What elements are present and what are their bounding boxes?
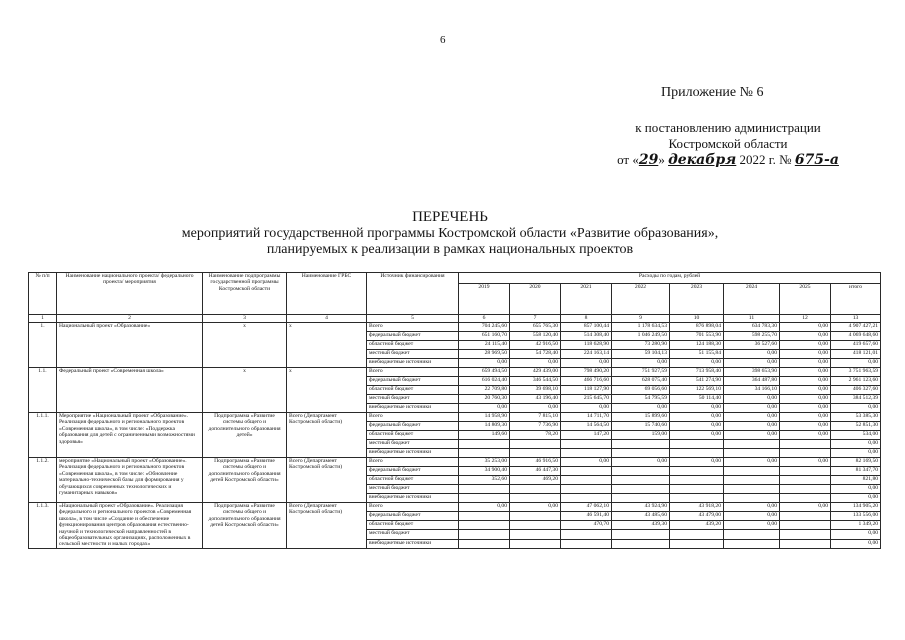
amount-cell: 598 255,70 (724, 332, 780, 341)
amount-cell: 24 115,40 (459, 341, 510, 350)
amount-cell: 224 163,14 (561, 350, 612, 359)
amount-cell (459, 539, 510, 548)
amount-cell: 0,00 (724, 413, 780, 422)
total-cell: 4 907 427,21 (831, 323, 881, 332)
amount-cell (510, 449, 561, 458)
amount-cell (670, 485, 724, 494)
amount-cell: 0,00 (780, 458, 831, 467)
header-expenses: Расходы по годам, рублей (459, 273, 881, 284)
amount-cell (780, 539, 831, 548)
amount-cell (724, 467, 780, 476)
funding-source: внебюджетные источники (367, 494, 459, 503)
amount-cell (612, 449, 670, 458)
amount-cell: 0,00 (459, 503, 510, 512)
total-cell: 1 349,20 (831, 521, 881, 530)
amount-cell: 352,60 (459, 476, 510, 485)
group-grbs: Всего (Департамент Костромской области) (287, 413, 367, 458)
amount-cell: 541 274,90 (670, 377, 724, 386)
amount-cell: 469,20 (510, 476, 561, 485)
funding-source: федеральный бюджет (367, 332, 459, 341)
amount-cell: 0,00 (670, 422, 724, 431)
funding-source: Всего (367, 323, 459, 332)
amount-cell (459, 449, 510, 458)
funding-source: внебюджетные источники (367, 359, 459, 368)
group-name: Национальный проект «Образование» (57, 323, 203, 368)
group-name: Мероприятие «Национальный проект «Образование». Реализация федерального и регионального проектов «Современная школа», в том числе: «Поддержка образования для детей с ограниченными возможностями здоровья» (57, 413, 203, 458)
group-num: 1.1.1. (29, 413, 57, 458)
amount-cell: 0,00 (670, 413, 724, 422)
amount-cell: 43 918,20 (670, 503, 724, 512)
amount-cell (612, 539, 670, 548)
amount-cell: 14 711,70 (561, 413, 612, 422)
amount-cell: 655 765,30 (510, 323, 561, 332)
amount-cell: 439,20 (670, 521, 724, 530)
column-number: 3 (203, 315, 287, 323)
funding-source: внебюджетные источники (367, 539, 459, 548)
amount-cell (510, 485, 561, 494)
amount-cell: 0,00 (724, 503, 780, 512)
amount-cell: 876 898,04 (670, 323, 724, 332)
header-name: Наименование национального проекта/ федерального проекта/ мероприятия (57, 273, 203, 315)
amount-cell: 0,00 (780, 377, 831, 386)
amount-cell: 39 698,10 (510, 386, 561, 395)
group-subprogram: Подпрограмма «Развитие системы общего и дополнительного образования детей Костромской области» (203, 458, 287, 503)
amount-cell: 42 916,50 (510, 341, 561, 350)
amount-cell: 28 969,50 (459, 350, 510, 359)
amount-cell (510, 539, 561, 548)
amount-cell (510, 521, 561, 530)
amount-cell: 215 645,70 (561, 395, 612, 404)
amount-cell: 14 958,90 (459, 413, 510, 422)
amount-cell: 0,00 (459, 359, 510, 368)
group-num: 1.1. (29, 368, 57, 413)
amount-cell (459, 494, 510, 503)
header-year: 2021 (561, 284, 612, 315)
amount-cell (561, 440, 612, 449)
amount-cell: 0,00 (459, 404, 510, 413)
funding-source: областной бюджет (367, 521, 459, 530)
total-cell: 418 121,01 (831, 350, 881, 359)
decree-reference (608, 120, 848, 168)
funding-source: внебюджетные источники (367, 404, 459, 413)
table-row (29, 368, 881, 377)
amount-cell: 159,00 (612, 431, 670, 440)
column-number: 7 (510, 315, 561, 323)
amount-cell: 73 280,90 (612, 341, 670, 350)
amount-cell: 0,00 (612, 404, 670, 413)
column-number: 2 (57, 315, 203, 323)
amount-cell: 346 544,50 (510, 377, 561, 386)
funding-source: Всего (367, 368, 459, 377)
amount-cell: 0,00 (780, 503, 831, 512)
amount-cell: 7 815,10 (510, 413, 561, 422)
decree-month-handwritten: декабря (668, 152, 737, 168)
amount-cell: 0,00 (612, 359, 670, 368)
amount-cell: 46 447,30 (510, 467, 561, 476)
table-row (29, 503, 881, 512)
funding-source: областной бюджет (367, 476, 459, 485)
amount-cell (780, 494, 831, 503)
amount-cell (670, 539, 724, 548)
amount-cell: 46 916,50 (510, 458, 561, 467)
amount-cell: 0,00 (510, 359, 561, 368)
header-year: 2020 (510, 284, 561, 315)
header-year: 2024 (724, 284, 780, 315)
amount-cell: 20 760,30 (459, 395, 510, 404)
column-number: 9 (612, 315, 670, 323)
amount-cell (670, 449, 724, 458)
total-cell: 0,00 (831, 485, 881, 494)
column-number: 12 (780, 315, 831, 323)
amount-cell: 470,70 (561, 521, 612, 530)
amount-cell: 0,00 (670, 431, 724, 440)
amount-cell: 0,00 (561, 404, 612, 413)
funding-source: местный бюджет (367, 530, 459, 539)
header-grbs: Наименование ГРБС (287, 273, 367, 315)
group-grbs: Всего (Департамент Костромской области) (287, 458, 367, 503)
group-num: 1.1.2. (29, 458, 57, 503)
column-number: 1 (29, 315, 57, 323)
decree-number-handwritten: 675-а (794, 152, 839, 168)
decree-date-line (608, 152, 848, 168)
amount-cell: 0,00 (510, 404, 561, 413)
amount-cell (561, 494, 612, 503)
amount-cell: 147,20 (561, 431, 612, 440)
group-name: Федеральный проект «Современная школа» (57, 368, 203, 413)
amount-cell (724, 539, 780, 548)
amount-cell (612, 476, 670, 485)
amount-cell: 0,00 (724, 422, 780, 431)
amount-cell: 124 188,30 (670, 341, 724, 350)
column-number: 10 (670, 315, 724, 323)
amount-cell (561, 485, 612, 494)
column-number: 4 (287, 315, 367, 323)
amount-cell: 0,00 (510, 503, 561, 512)
header-year: 2025 (780, 284, 831, 315)
group-num: 1.1.3. (29, 503, 57, 549)
amount-cell: 659 494,50 (459, 368, 510, 377)
amount-cell: 0,00 (670, 359, 724, 368)
amount-cell: 466 716,60 (561, 377, 612, 386)
header-total: итого (831, 284, 881, 315)
amount-cell: 857 100,44 (561, 323, 612, 332)
amount-cell: 46 591,40 (561, 512, 612, 521)
amount-cell: 35 253,00 (459, 458, 510, 467)
amount-cell: 0,00 (724, 359, 780, 368)
amount-cell: 701 553,90 (670, 332, 724, 341)
group-num: 1. (29, 323, 57, 368)
amount-cell: 0,00 (724, 512, 780, 521)
amount-cell: 0,00 (780, 422, 831, 431)
amount-cell: 0,00 (780, 323, 831, 332)
amount-cell: 713 958,40 (670, 368, 724, 377)
funding-source: местный бюджет (367, 395, 459, 404)
total-cell: 821,80 (831, 476, 881, 485)
total-cell: 4 069 648,60 (831, 332, 881, 341)
amount-cell (780, 449, 831, 458)
amount-cell: 43 485,60 (612, 512, 670, 521)
amount-cell: 1 178 634,53 (612, 323, 670, 332)
amount-cell (780, 440, 831, 449)
decree-date-mid: » (658, 152, 665, 167)
total-cell: 0,00 (831, 530, 881, 539)
group-grbs: х (287, 323, 367, 368)
amount-cell (670, 494, 724, 503)
amount-cell: 14 809,30 (459, 422, 510, 431)
amount-cell: 43 924,90 (612, 503, 670, 512)
header-year: 2022 (612, 284, 670, 315)
amount-cell (780, 485, 831, 494)
amount-cell: 0,00 (780, 413, 831, 422)
amount-cell: 34 166,10 (724, 386, 780, 395)
document-subtitle (100, 226, 800, 258)
page-number: 6 (440, 34, 446, 46)
column-number-row (29, 315, 881, 323)
amount-cell: 7 736,90 (510, 422, 561, 431)
funding-source: внебюджетные источники (367, 449, 459, 458)
amount-cell: 50 114,40 (670, 395, 724, 404)
amount-cell: 628 075,40 (612, 377, 670, 386)
amount-cell (612, 494, 670, 503)
appendix-title: Приложение № 6 (661, 85, 764, 100)
amount-cell: 558 120,40 (510, 332, 561, 341)
amount-cell (561, 539, 612, 548)
amount-cell: 651 160,70 (459, 332, 510, 341)
amount-cell (724, 440, 780, 449)
amount-cell: 751 927,59 (612, 368, 670, 377)
amount-cell: 43 479,00 (670, 512, 724, 521)
total-cell: 53 385,30 (831, 413, 881, 422)
amount-cell: 0,00 (780, 395, 831, 404)
amount-cell (670, 476, 724, 485)
amount-cell (724, 485, 780, 494)
amount-cell: 0,00 (780, 368, 831, 377)
funding-source: областной бюджет (367, 386, 459, 395)
amount-cell: 54 728,40 (510, 350, 561, 359)
amount-cell: 0,00 (724, 404, 780, 413)
total-cell: 0,00 (831, 404, 881, 413)
amount-cell: 0,00 (780, 332, 831, 341)
amount-cell: 78,20 (510, 431, 561, 440)
amount-cell (561, 449, 612, 458)
total-cell: 52 851,30 (831, 422, 881, 431)
group-subprogram: х (203, 323, 287, 368)
amount-cell: 43 196,40 (510, 395, 561, 404)
amount-cell (612, 530, 670, 539)
amount-cell: 122 569,10 (670, 386, 724, 395)
amount-cell: 0,00 (561, 359, 612, 368)
amount-cell: 15 740,60 (612, 422, 670, 431)
amount-cell (780, 476, 831, 485)
decree-line-2: Костромской области (668, 136, 788, 151)
amount-cell: 1 046 249,50 (612, 332, 670, 341)
amount-cell: 149,60 (459, 431, 510, 440)
amount-cell: 398 653,90 (724, 368, 780, 377)
total-cell: 2 961 123,60 (831, 377, 881, 386)
amount-cell (510, 440, 561, 449)
header-num: № п/п (29, 273, 57, 315)
amount-cell: 364 487,80 (724, 377, 780, 386)
total-cell: 534,00 (831, 431, 881, 440)
amount-cell: 0,00 (780, 404, 831, 413)
amount-cell: 634 783,30 (724, 323, 780, 332)
column-number: 8 (561, 315, 612, 323)
funding-source: федеральный бюджет (367, 467, 459, 476)
amount-cell (780, 467, 831, 476)
amount-cell: 69 056,60 (612, 386, 670, 395)
funding-source: местный бюджет (367, 440, 459, 449)
amount-cell: 54 795,59 (612, 395, 670, 404)
amount-cell (780, 530, 831, 539)
amount-cell: 0,00 (780, 350, 831, 359)
funding-source: Всего (367, 458, 459, 467)
amount-cell (670, 440, 724, 449)
amount-cell (612, 440, 670, 449)
column-number: 13 (831, 315, 881, 323)
amount-cell (780, 512, 831, 521)
table-row (29, 413, 881, 422)
amount-cell: 34 900,40 (459, 467, 510, 476)
amount-cell (459, 512, 510, 521)
amount-cell: 0,00 (724, 350, 780, 359)
amount-cell (459, 521, 510, 530)
group-subprogram: Подпрограмма «Развитие системы общего и дополнительного образования детей Костромской области» (203, 503, 287, 549)
amount-cell: 0,00 (724, 395, 780, 404)
group-name: мероприятие «Национальный проект «Образование». Реализация федерального и регионального проектов «Современная школа», в том числе: «Обновление материально-технической базы для формирования у обучающихся современных технологических и гуманитарных навыков» (57, 458, 203, 503)
funding-source: местный бюджет (367, 485, 459, 494)
funding-source: федеральный бюджет (367, 512, 459, 521)
amount-cell (612, 485, 670, 494)
funding-source: федеральный бюджет (367, 422, 459, 431)
amount-cell: 704 245,60 (459, 323, 510, 332)
funding-source: областной бюджет (367, 431, 459, 440)
amount-cell: 51 155,84 (670, 350, 724, 359)
funding-source: Всего (367, 503, 459, 512)
column-number: 5 (367, 315, 459, 323)
decree-year: 2022 г. № (739, 152, 792, 167)
amount-cell: 429 439,00 (510, 368, 561, 377)
group-subprogram: Подпрограмма «Развитие системы общего и дополнительного образования детей» (203, 413, 287, 458)
amount-cell: 439,30 (612, 521, 670, 530)
header-year: 2019 (459, 284, 510, 315)
amount-cell (780, 521, 831, 530)
amount-cell: 0,00 (670, 404, 724, 413)
decree-line-1: к постановлению администрации (635, 120, 821, 135)
subtitle-line: мероприятий государственной программы Костромской области «Развитие образования», (181, 226, 719, 241)
amount-cell (561, 476, 612, 485)
amount-cell: 0,00 (724, 431, 780, 440)
amount-cell (724, 449, 780, 458)
column-number: 11 (724, 315, 780, 323)
amount-cell: 47 062,10 (561, 503, 612, 512)
amount-cell (561, 467, 612, 476)
table-row (29, 458, 881, 467)
total-cell: 0,00 (831, 359, 881, 368)
total-cell: 0,00 (831, 449, 881, 458)
decree-day-handwritten: 29 (638, 152, 659, 168)
amount-cell: 0,00 (780, 431, 831, 440)
amount-cell (724, 494, 780, 503)
group-subprogram: х (203, 368, 287, 413)
amount-cell (724, 476, 780, 485)
decree-date-prefix: от « (617, 152, 639, 167)
amount-cell: 118 127,90 (561, 386, 612, 395)
group-grbs: х (287, 368, 367, 413)
amount-cell: 0,00 (780, 359, 831, 368)
total-cell: 419 657,60 (831, 341, 881, 350)
column-number: 6 (459, 315, 510, 323)
amount-cell: 0,00 (724, 521, 780, 530)
amount-cell (459, 530, 510, 539)
amount-cell: 15 899,60 (612, 413, 670, 422)
amount-cell: 22 709,80 (459, 386, 510, 395)
total-cell: 0,00 (831, 494, 881, 503)
amount-cell: 514 308,40 (561, 332, 612, 341)
funding-source: федеральный бюджет (367, 377, 459, 386)
amount-cell: 59 104,13 (612, 350, 670, 359)
amount-cell (670, 467, 724, 476)
amount-cell: 798 490,20 (561, 368, 612, 377)
header-year: 2023 (670, 284, 724, 315)
amount-cell (459, 485, 510, 494)
amount-cell (612, 467, 670, 476)
amount-cell: 14 564,50 (561, 422, 612, 431)
amount-cell: 0,00 (561, 458, 612, 467)
amount-cell: 36 527,60 (724, 341, 780, 350)
total-cell: 0,00 (831, 539, 881, 548)
amount-cell: 0,00 (780, 386, 831, 395)
amount-cell (670, 530, 724, 539)
group-name: «Национальный проект «Образование». Реализация федерального и регионального проектов «Современная школа», в том числе «Создание и обеспечение функционирования центров образования естественно-научной и технологической направленностей в общеобразовательных организациях, расположенных в сельской местности и малых городах» (57, 503, 203, 549)
subtitle-line: планируемых к реализации в рамках национальных проектов (266, 242, 634, 257)
expenses-table (28, 272, 881, 549)
amount-cell: 0,00 (612, 458, 670, 467)
funding-source: областной бюджет (367, 341, 459, 350)
amount-cell: 0,00 (670, 458, 724, 467)
amount-cell (724, 530, 780, 539)
amount-cell: 0,00 (724, 458, 780, 467)
document-title: ПЕРЕЧЕНЬ (412, 209, 488, 225)
funding-source: Всего (367, 413, 459, 422)
amount-cell: 0,00 (780, 341, 831, 350)
total-cell: 81 347,70 (831, 467, 881, 476)
total-cell: 134 905,20 (831, 503, 881, 512)
total-cell: 82 169,50 (831, 458, 881, 467)
total-cell: 0,00 (831, 440, 881, 449)
total-cell: 406 327,60 (831, 386, 881, 395)
amount-cell (510, 512, 561, 521)
amount-cell: 118 628,90 (561, 341, 612, 350)
table-row (29, 323, 881, 332)
total-cell: 133 556,00 (831, 512, 881, 521)
group-grbs: Всего (Департамент Костромской области) (287, 503, 367, 549)
amount-cell: 616 024,40 (459, 377, 510, 386)
header-subprogram: Наименование подпрограммы государственной программы Костромской области (203, 273, 287, 315)
funding-source: местный бюджет (367, 350, 459, 359)
amount-cell (459, 440, 510, 449)
amount-cell (510, 494, 561, 503)
header-source: Источник финансирования (367, 273, 459, 315)
amount-cell (561, 530, 612, 539)
total-cell: 384 512,39 (831, 395, 881, 404)
amount-cell (510, 530, 561, 539)
total-cell: 3 751 963,59 (831, 368, 881, 377)
